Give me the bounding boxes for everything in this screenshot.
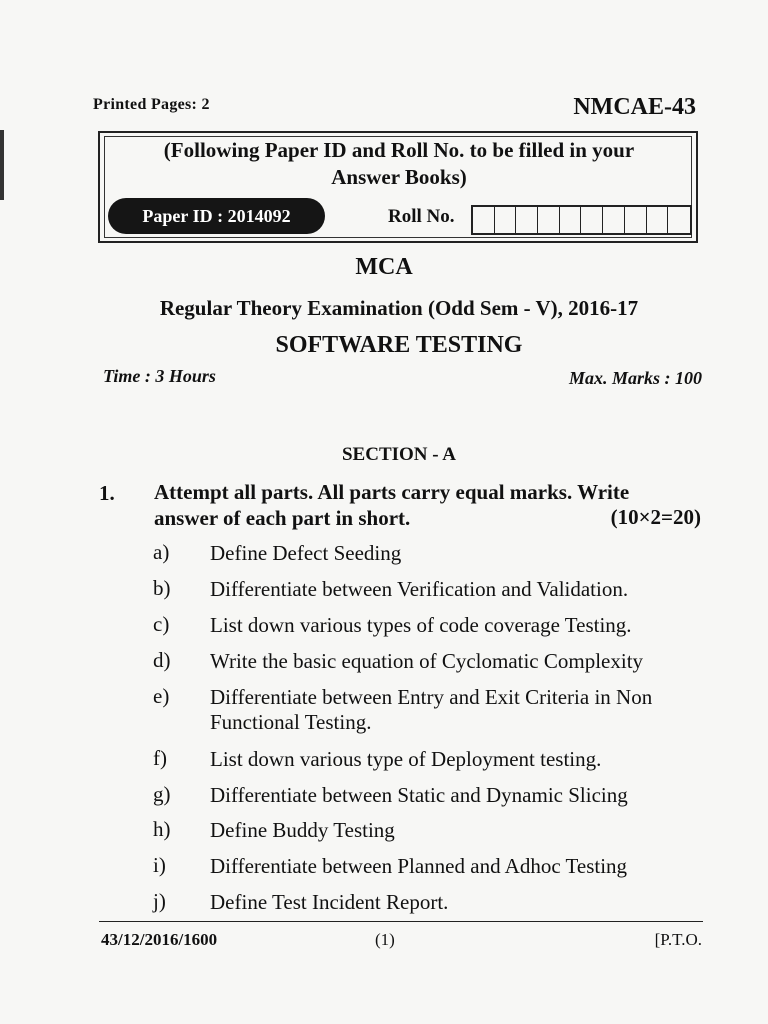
subject-title: SOFTWARE TESTING bbox=[275, 332, 523, 358]
part-text: Define Buddy Testing bbox=[210, 818, 395, 842]
id-box-instruction-line2: Answer Books) bbox=[331, 165, 467, 189]
question-instruction-line1: Attempt all parts. All parts carry equal marks. Write bbox=[154, 480, 630, 504]
roll-number-cell bbox=[495, 207, 517, 233]
page-number: (1) bbox=[375, 930, 395, 949]
part-text: Differentiate between Planned and Adhoc Testing bbox=[210, 854, 628, 878]
question-instruction-line2: answer of each part in short. bbox=[154, 506, 411, 530]
part-text: List down various type of Deployment testing. bbox=[210, 747, 602, 771]
roll-number-cell bbox=[473, 207, 495, 233]
part-text: Define Test Incident Report. bbox=[210, 890, 449, 914]
id-box-instruction bbox=[106, 137, 692, 191]
roll-number-cell bbox=[647, 207, 669, 233]
part-text: Differentiate between Verification and Validation. bbox=[210, 577, 629, 601]
part-label: h) bbox=[153, 817, 171, 841]
part-label: i) bbox=[153, 853, 166, 877]
roll-number-cell bbox=[560, 207, 582, 233]
part-text: Differentiate between Static and Dynamic Slicing bbox=[210, 783, 628, 807]
exam-title: Regular Theory Examination (Odd Sem - V), 2016-17 bbox=[159, 296, 639, 320]
part-label: c) bbox=[153, 612, 170, 636]
paper-code: NMCAE-43 bbox=[573, 94, 696, 120]
roll-number-cell bbox=[581, 207, 603, 233]
exam-duration: Time : 3 Hours bbox=[103, 366, 216, 386]
part-label: e) bbox=[153, 684, 170, 708]
roll-number-grid bbox=[471, 205, 692, 235]
section-heading: SECTION - A bbox=[341, 444, 457, 465]
roll-number-cell bbox=[516, 207, 538, 233]
roll-number-label: Roll No. bbox=[388, 206, 455, 227]
part-label: g) bbox=[153, 782, 171, 806]
printed-pages: Printed Pages: 2 bbox=[93, 96, 210, 113]
please-turn-over: [P.T.O. bbox=[654, 930, 702, 949]
roll-number-cell bbox=[538, 207, 560, 233]
roll-number-cell bbox=[668, 207, 690, 233]
question-number: 1. bbox=[99, 481, 115, 505]
course-name: MCA bbox=[355, 254, 413, 280]
footer-divider bbox=[99, 921, 703, 922]
paper-id-badge: Paper ID : 2014092 bbox=[108, 198, 325, 234]
part-text: Define Defect Seeding bbox=[210, 541, 402, 565]
footer-code: 43/12/2016/1600 bbox=[101, 930, 218, 949]
roll-number-cell bbox=[625, 207, 647, 233]
roll-number-cell bbox=[603, 207, 625, 233]
part-label: f) bbox=[153, 746, 167, 770]
part-text: Write the basic equation of Cyclomatic Complexity bbox=[210, 649, 644, 673]
id-box-instruction-line1: (Following Paper ID and Roll No. to be filled in your bbox=[163, 138, 635, 162]
scan-edge-mark bbox=[0, 130, 4, 200]
max-marks: Max. Marks : 100 bbox=[568, 368, 702, 388]
part-text: List down various types of code coverage Testing. bbox=[210, 613, 632, 637]
part-label: a) bbox=[153, 540, 170, 564]
part-label: b) bbox=[153, 576, 171, 600]
part-text-continuation: Functional Testing. bbox=[210, 710, 372, 734]
part-text: Differentiate between Entry and Exit Criteria in Non bbox=[210, 685, 653, 709]
part-label: d) bbox=[153, 648, 171, 672]
part-label: j) bbox=[153, 889, 166, 913]
question-marks: (10×2=20) bbox=[610, 505, 701, 529]
